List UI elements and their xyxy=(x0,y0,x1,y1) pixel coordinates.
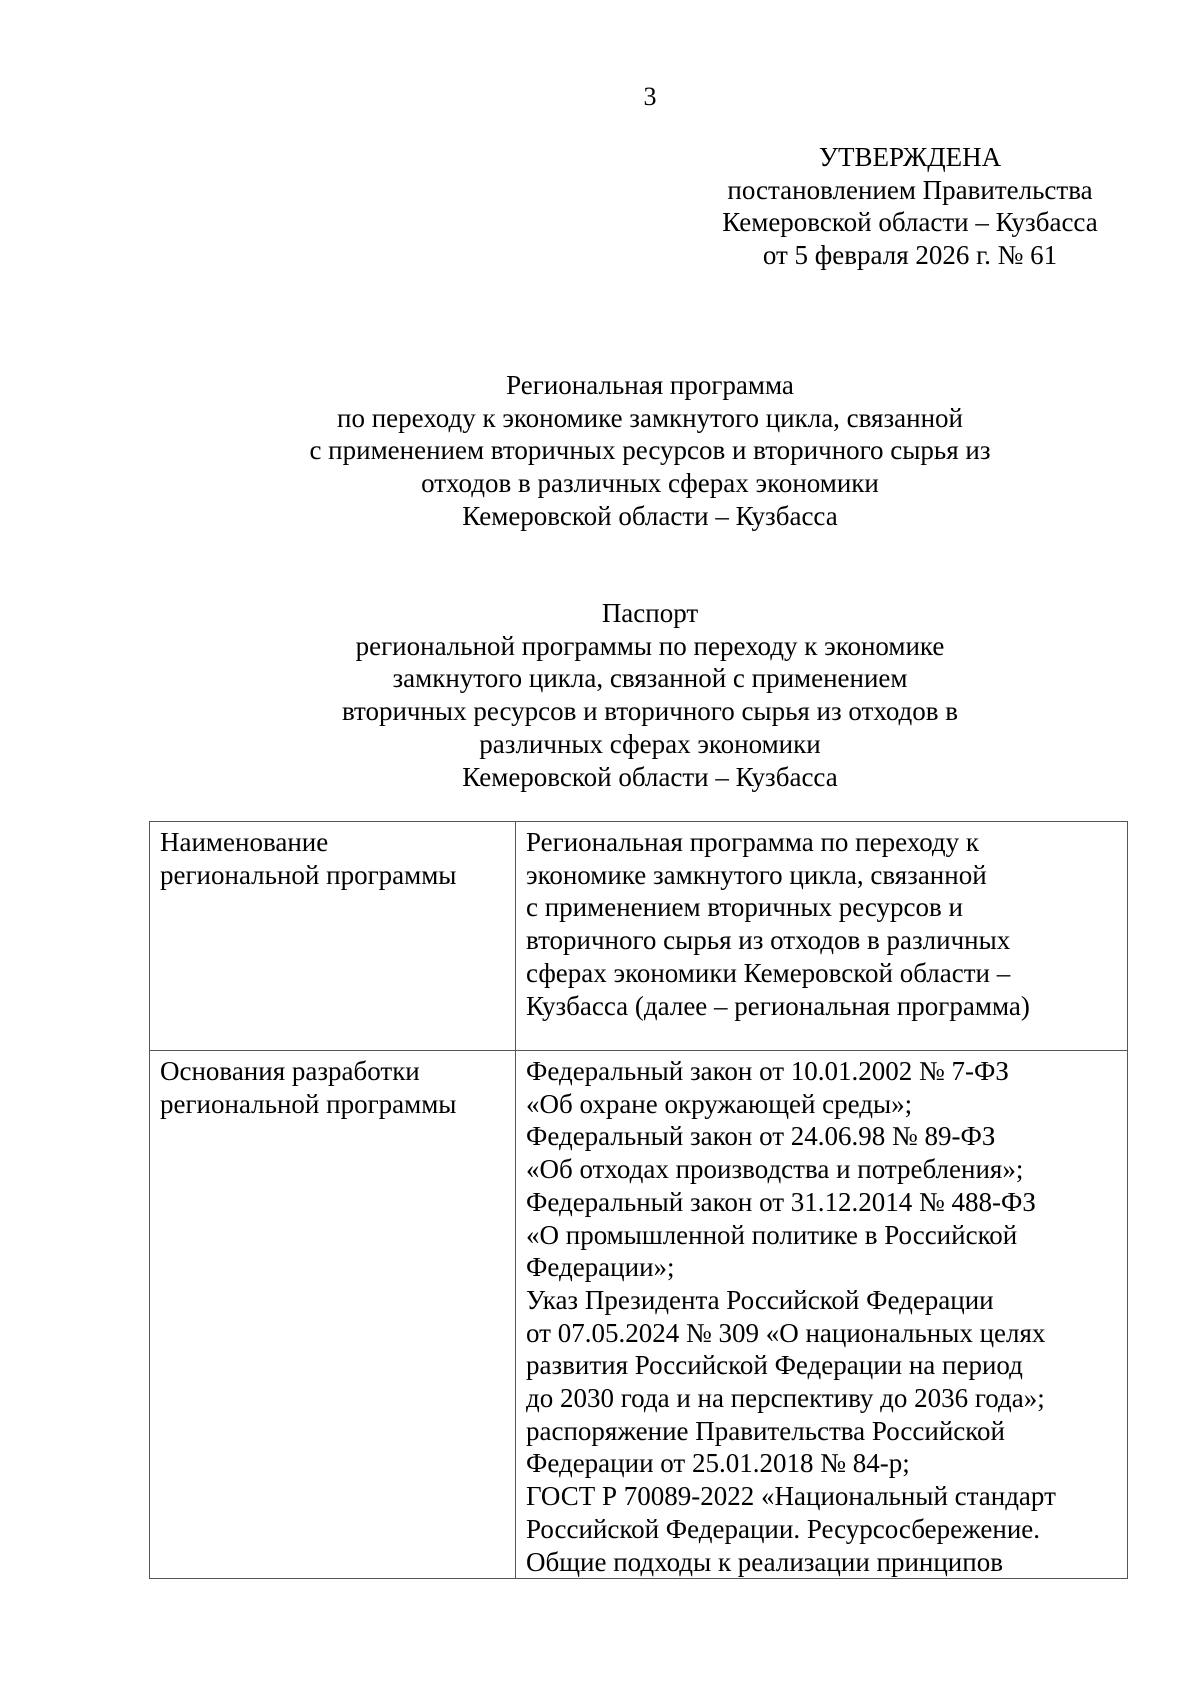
program-title-line: Региональная программа xyxy=(506,370,794,400)
table-row xyxy=(150,1051,1128,1579)
cell-line: «Об отходах производства и потребления»; xyxy=(526,1154,1024,1185)
cell-line: распоряжение Правительства Российской xyxy=(526,1415,1005,1446)
program-title-line: Кемеровской области – Кузбасса xyxy=(462,500,838,531)
passport-title-line: региональной программы по переходу к экономике xyxy=(355,630,945,661)
page-number: 3 xyxy=(643,82,657,111)
cell-line: экономике замкнутого цикла, связанной xyxy=(526,859,987,890)
cell-line: вторичного сырья из отходов в различных xyxy=(526,925,1011,956)
passport-table xyxy=(149,821,1128,1579)
approval-stamp xyxy=(710,141,1110,272)
table-cell-label xyxy=(150,1051,516,1579)
cell-line: «Об охране окружающей среды»; xyxy=(526,1088,913,1119)
cell-line: сферах экономики Кемеровской области – xyxy=(526,957,1011,988)
table-cell-value xyxy=(516,1051,1128,1579)
approval-date: от 5 февраля 2026 г. № 61 xyxy=(762,240,1058,271)
cell-line: Региональная программа по переходу к xyxy=(526,827,980,857)
cell-line: Основания разработки xyxy=(160,1056,420,1086)
cell-line: Федерации»; xyxy=(526,1252,675,1283)
passport-title-line: Паспорт xyxy=(601,598,699,628)
cell-line: региональной программы xyxy=(160,859,457,890)
cell-line: Федерации от 25.01.2018 № 84-р; xyxy=(526,1448,910,1479)
cell-line: развития Российской Федерации на период xyxy=(526,1350,1023,1381)
passport-title xyxy=(150,597,1150,793)
cell-line: «О промышленной политике в Российской xyxy=(526,1219,1018,1250)
cell-line: Федеральный закон от 31.12.2014 № 488-ФЗ xyxy=(526,1186,1036,1217)
passport-title-line: замкнутого цикла, связанной с применением xyxy=(392,663,908,694)
program-title xyxy=(150,369,1150,533)
cell-line: ГОСТ Р 70089-2022 «Национальный стандарт xyxy=(526,1481,1056,1512)
cell-line: Общие подходы к реализации принципов xyxy=(526,1546,1003,1577)
cell-line: Федеральный закон от 24.06.98 № 89-ФЗ xyxy=(526,1121,996,1152)
cell-line: региональной программы xyxy=(160,1088,457,1119)
cell-line: от 07.05.2024 № 309 «О национальных целях xyxy=(526,1317,1046,1348)
passport-title-line: Кемеровской области – Кузбасса xyxy=(462,761,838,792)
program-title-line: с применением вторичных ресурсов и вторичного сырья из xyxy=(309,435,991,466)
passport-title-line: вторичных ресурсов и вторичного сырья из отходов в xyxy=(341,696,959,727)
cell-line: Указ Президента Российской Федерации xyxy=(526,1284,994,1315)
table-cell-value xyxy=(516,822,1128,1051)
passport-title-line: различных сферах экономики xyxy=(479,728,821,759)
approval-heading: УТВЕРЖДЕНА xyxy=(818,142,1002,172)
program-title-line: отходов в различных сферах экономики xyxy=(421,468,879,499)
approval-line: Кемеровской области – Кузбасса xyxy=(722,207,1098,238)
cell-line: с применением вторичных ресурсов и xyxy=(526,892,963,923)
cell-line: Российской Федерации. Ресурсосбережение. xyxy=(526,1513,1041,1544)
approval-line: постановлением Правительства xyxy=(727,174,1093,205)
cell-line: Наименование xyxy=(160,827,329,857)
cell-line: до 2030 года и на перспективу до 2036 года»; xyxy=(526,1383,1045,1414)
cell-line: Кузбасса (далее – региональная программа) xyxy=(526,990,1030,1021)
program-title-line: по переходу к экономике замкнутого цикла, связанной xyxy=(337,402,963,433)
table-row xyxy=(150,822,1128,1051)
table-cell-label xyxy=(150,822,516,1051)
cell-line: Федеральный закон от 10.01.2002 № 7-ФЗ xyxy=(526,1056,1009,1086)
